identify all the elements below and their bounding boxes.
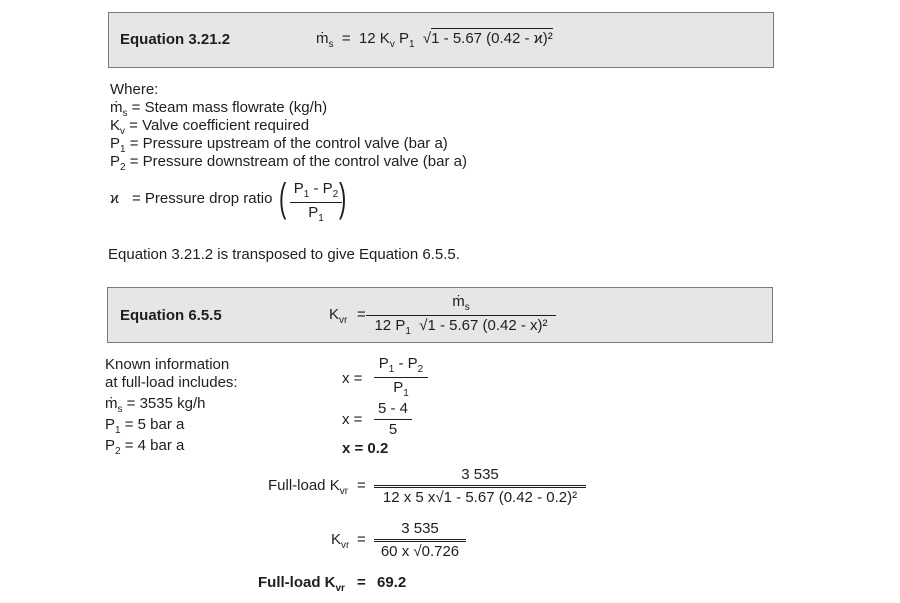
pressure-drop-ratio-symbol: ϰ [110,190,120,207]
square-root-icon: √ [419,317,428,334]
kvr-step-equals: = [357,531,366,548]
x-result: x = 0.2 [342,440,389,457]
equation-3-21-2-formula: ṁ$_s$ = 12 $K_v$ $P_1$ √1 - 5.67 (0.42 - ϰ)² [316,30,553,50]
square-root-icon: √ [435,489,444,506]
where-item-1: $K_v$ = Valve coefficient required [110,117,310,137]
known-info-line2: at full-load includes: [105,374,238,391]
steam-mass-flow-symbol: ṁ [316,30,329,47]
square-root-icon: √ [422,30,432,47]
x-substitution-lhs: x = [342,411,363,428]
sqrt-body: 1 - 5.67 (0.42 - ϰ)² [431,30,553,47]
full-load-kvr-result-lhs: Full-load $K_{vr}$ [258,574,345,594]
full-load-kvr-result-value: 69.2 [377,574,407,591]
where-item-0: ṁ$_s$ = Steam mass flowrate (kg/h) [110,99,328,119]
kvr-step-fraction: 3 535 60 x √0.726 [374,520,466,560]
where-title: Where: [110,81,159,98]
right-paren: ) [338,176,347,220]
x-formula-fraction: $P_1 - P_2$ $P_1$ [374,355,428,399]
square-root-icon: √ [413,543,422,560]
full-load-kvr-result-equals: = [357,574,366,591]
known-item-2: $P_2 = 4$ bar a [105,437,185,457]
transposed-text: Equation 3.21.2 is transposed to give Equation 6.5.5. [108,246,460,263]
left-paren: ( [278,176,287,220]
pressure-drop-ratio-text: = Pressure drop ratio [132,190,273,207]
pressure-drop-ratio-fraction: $P_1 - P_2$ $P_1$ [290,180,342,224]
known-item-0: ṁ$_s$ = 3535 kg/h [105,395,206,415]
known-info-line1: Known information [105,356,230,373]
where-item-2: $P_1$ = Pressure upstream of the control valve (bar a) [110,135,448,155]
known-item-1: $P_1 = 5$ bar a [105,416,185,436]
kvr-equals: = [357,306,366,323]
full-load-kvr-fraction: 3 535 12 x 5 x√1 - 5.67 (0.42 - 0.2)² [374,466,586,506]
equation-6-5-5-label: Equation 6.5.5 [120,307,222,324]
equation-3-21-2-label: Equation 3.21.2 [120,31,231,48]
kvr-lhs: $K_{vr}$ [329,306,348,326]
equation-6-5-5-fraction: ṁ$_s$ 12 $P_1$ √1 - 5.67 (0.42 - x)² [366,293,556,337]
where-item-3: $P_2$ = Pressure downstream of the control valve (bar a) [110,153,467,173]
full-load-kvr-equals: = [357,477,366,494]
kvr-step-lhs: $K_{vr}$ [331,531,350,551]
full-load-kvr-lhs: Full-load $K_{vr}$ [268,477,349,497]
x-formula-lhs: x = [342,370,363,387]
x-substitution-fraction: 5 - 4 5 [374,400,412,438]
